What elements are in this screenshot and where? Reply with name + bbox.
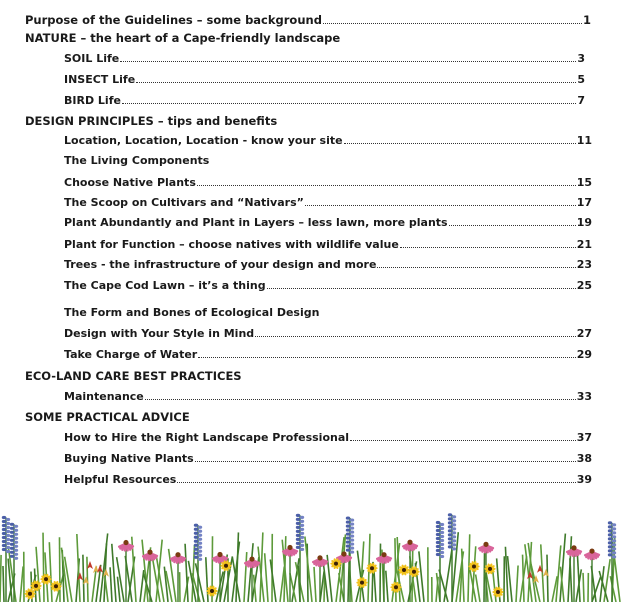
toc-leader-dots [198, 348, 575, 358]
toc-section-heading [25, 369, 242, 383]
toc-entry-page: 37 [576, 431, 592, 444]
toc-leader-dots [195, 452, 576, 462]
toc-entry-page: 25 [576, 279, 592, 292]
toc-entry[interactable] [64, 94, 585, 108]
toc-entry[interactable] [64, 196, 592, 210]
toc-entry-page: 17 [576, 196, 592, 209]
toc-section-heading [25, 31, 340, 45]
toc-section-heading [25, 410, 190, 424]
toc-entry[interactable] [64, 52, 585, 66]
toc-entry-title: BIRD Life [64, 94, 121, 107]
toc-entry[interactable] [64, 348, 592, 362]
toc-leader-dots [197, 176, 576, 186]
toc-entry[interactable] [64, 134, 592, 148]
toc-entry-page: 11 [576, 134, 592, 147]
toc-entry[interactable] [64, 390, 592, 404]
toc-entry-title: Maintenance [64, 390, 144, 403]
toc-section-title: NATURE – the heart of a Cape-friendly landscape [25, 31, 341, 45]
toc-leader-dots [305, 196, 576, 206]
toc-entry-title: Design with Your Style in Mind [64, 327, 255, 340]
toc-entry-title: Helpful Resources [64, 473, 177, 486]
toc-subsection-title: The Living Components [64, 154, 210, 167]
toc-entry[interactable] [64, 279, 592, 293]
toc-entry-page: 5 [577, 73, 585, 86]
toc-leader-dots [344, 134, 576, 144]
toc-section-title: DESIGN PRINCIPLES – tips and benefits [25, 114, 278, 128]
toc-leader-dots [377, 258, 575, 268]
toc-entry[interactable] [64, 452, 592, 466]
grass-blades [0, 532, 620, 602]
toc-entry-title: Choose Native Plants [64, 176, 196, 189]
toc-entry-title: Buying Native Plants [64, 452, 194, 465]
toc-entry-page: 23 [576, 258, 592, 271]
toc-entry-page: 21 [576, 238, 592, 251]
toc-entry-page: 15 [576, 176, 592, 189]
toc-entry-title: Purpose of the Guidelines – some background [25, 13, 322, 27]
toc-entry-page: 19 [576, 216, 592, 229]
toc-entry-title: The Cape Cod Lawn – it’s a thing [64, 279, 266, 292]
toc-subsection-heading [64, 154, 209, 168]
toc-entry-page: 3 [577, 52, 585, 65]
toc-entry-page: 39 [576, 473, 592, 486]
toc-leader-dots [145, 390, 576, 400]
toc-entry-title: Plant Abundantly and Plant in Layers – less lawn, more plants [64, 216, 448, 229]
toc-leader-dots [323, 14, 582, 24]
toc-entry[interactable] [64, 238, 592, 252]
toc-leader-dots [177, 473, 575, 483]
toc-leader-dots [449, 216, 576, 226]
toc-entry-title: Trees - the infrastructure of your design and more [64, 258, 377, 271]
toc-entry-title: The Scoop on Cultivars and “Nativars” [64, 196, 304, 209]
toc-leader-dots [400, 238, 576, 248]
toc-entry-page: 7 [577, 94, 585, 107]
toc-entry[interactable] [64, 216, 592, 230]
toc-leader-dots [136, 73, 576, 83]
toc-entry-title: Location, Location, Location - know your site [64, 134, 343, 147]
toc-subsection-heading [64, 306, 319, 320]
wildflower-border-illustration [0, 505, 624, 602]
toc-section-title: ECO-LAND CARE BEST PRACTICES [25, 369, 242, 383]
toc-leader-dots [350, 431, 576, 441]
toc-section-heading [25, 114, 277, 128]
toc-leader-dots [255, 327, 576, 337]
toc-entry-title: INSECT Life [64, 73, 136, 86]
toc-entry[interactable] [64, 73, 585, 87]
toc-leader-dots [122, 94, 576, 104]
toc-entry-title: Plant for Function – choose natives with wildlife value [64, 238, 399, 251]
toc-entry-page: 33 [576, 390, 592, 403]
toc-entry[interactable] [64, 176, 592, 190]
toc-entry-page: 38 [576, 452, 592, 465]
toc-entry-page: 29 [576, 348, 592, 361]
toc-entry-page: 1 [582, 13, 591, 27]
toc-entry-title: SOIL Life [64, 52, 120, 65]
toc-entry[interactable] [64, 431, 592, 445]
toc-subsection-title: The Form and Bones of Ecological Design [64, 306, 320, 319]
toc-leader-dots [267, 279, 576, 289]
toc-entry[interactable] [64, 327, 592, 341]
toc-entry[interactable] [64, 258, 592, 272]
toc-entry[interactable] [64, 473, 592, 487]
toc-entry-title: Take Charge of Water [64, 348, 198, 361]
toc-entry[interactable] [25, 13, 591, 27]
toc-leader-dots [120, 52, 576, 62]
toc-section-title: SOME PRACTICAL ADVICE [25, 410, 190, 424]
toc-entry-title: How to Hire the Right Landscape Professional [64, 431, 350, 444]
toc-entry-page: 27 [576, 327, 592, 340]
